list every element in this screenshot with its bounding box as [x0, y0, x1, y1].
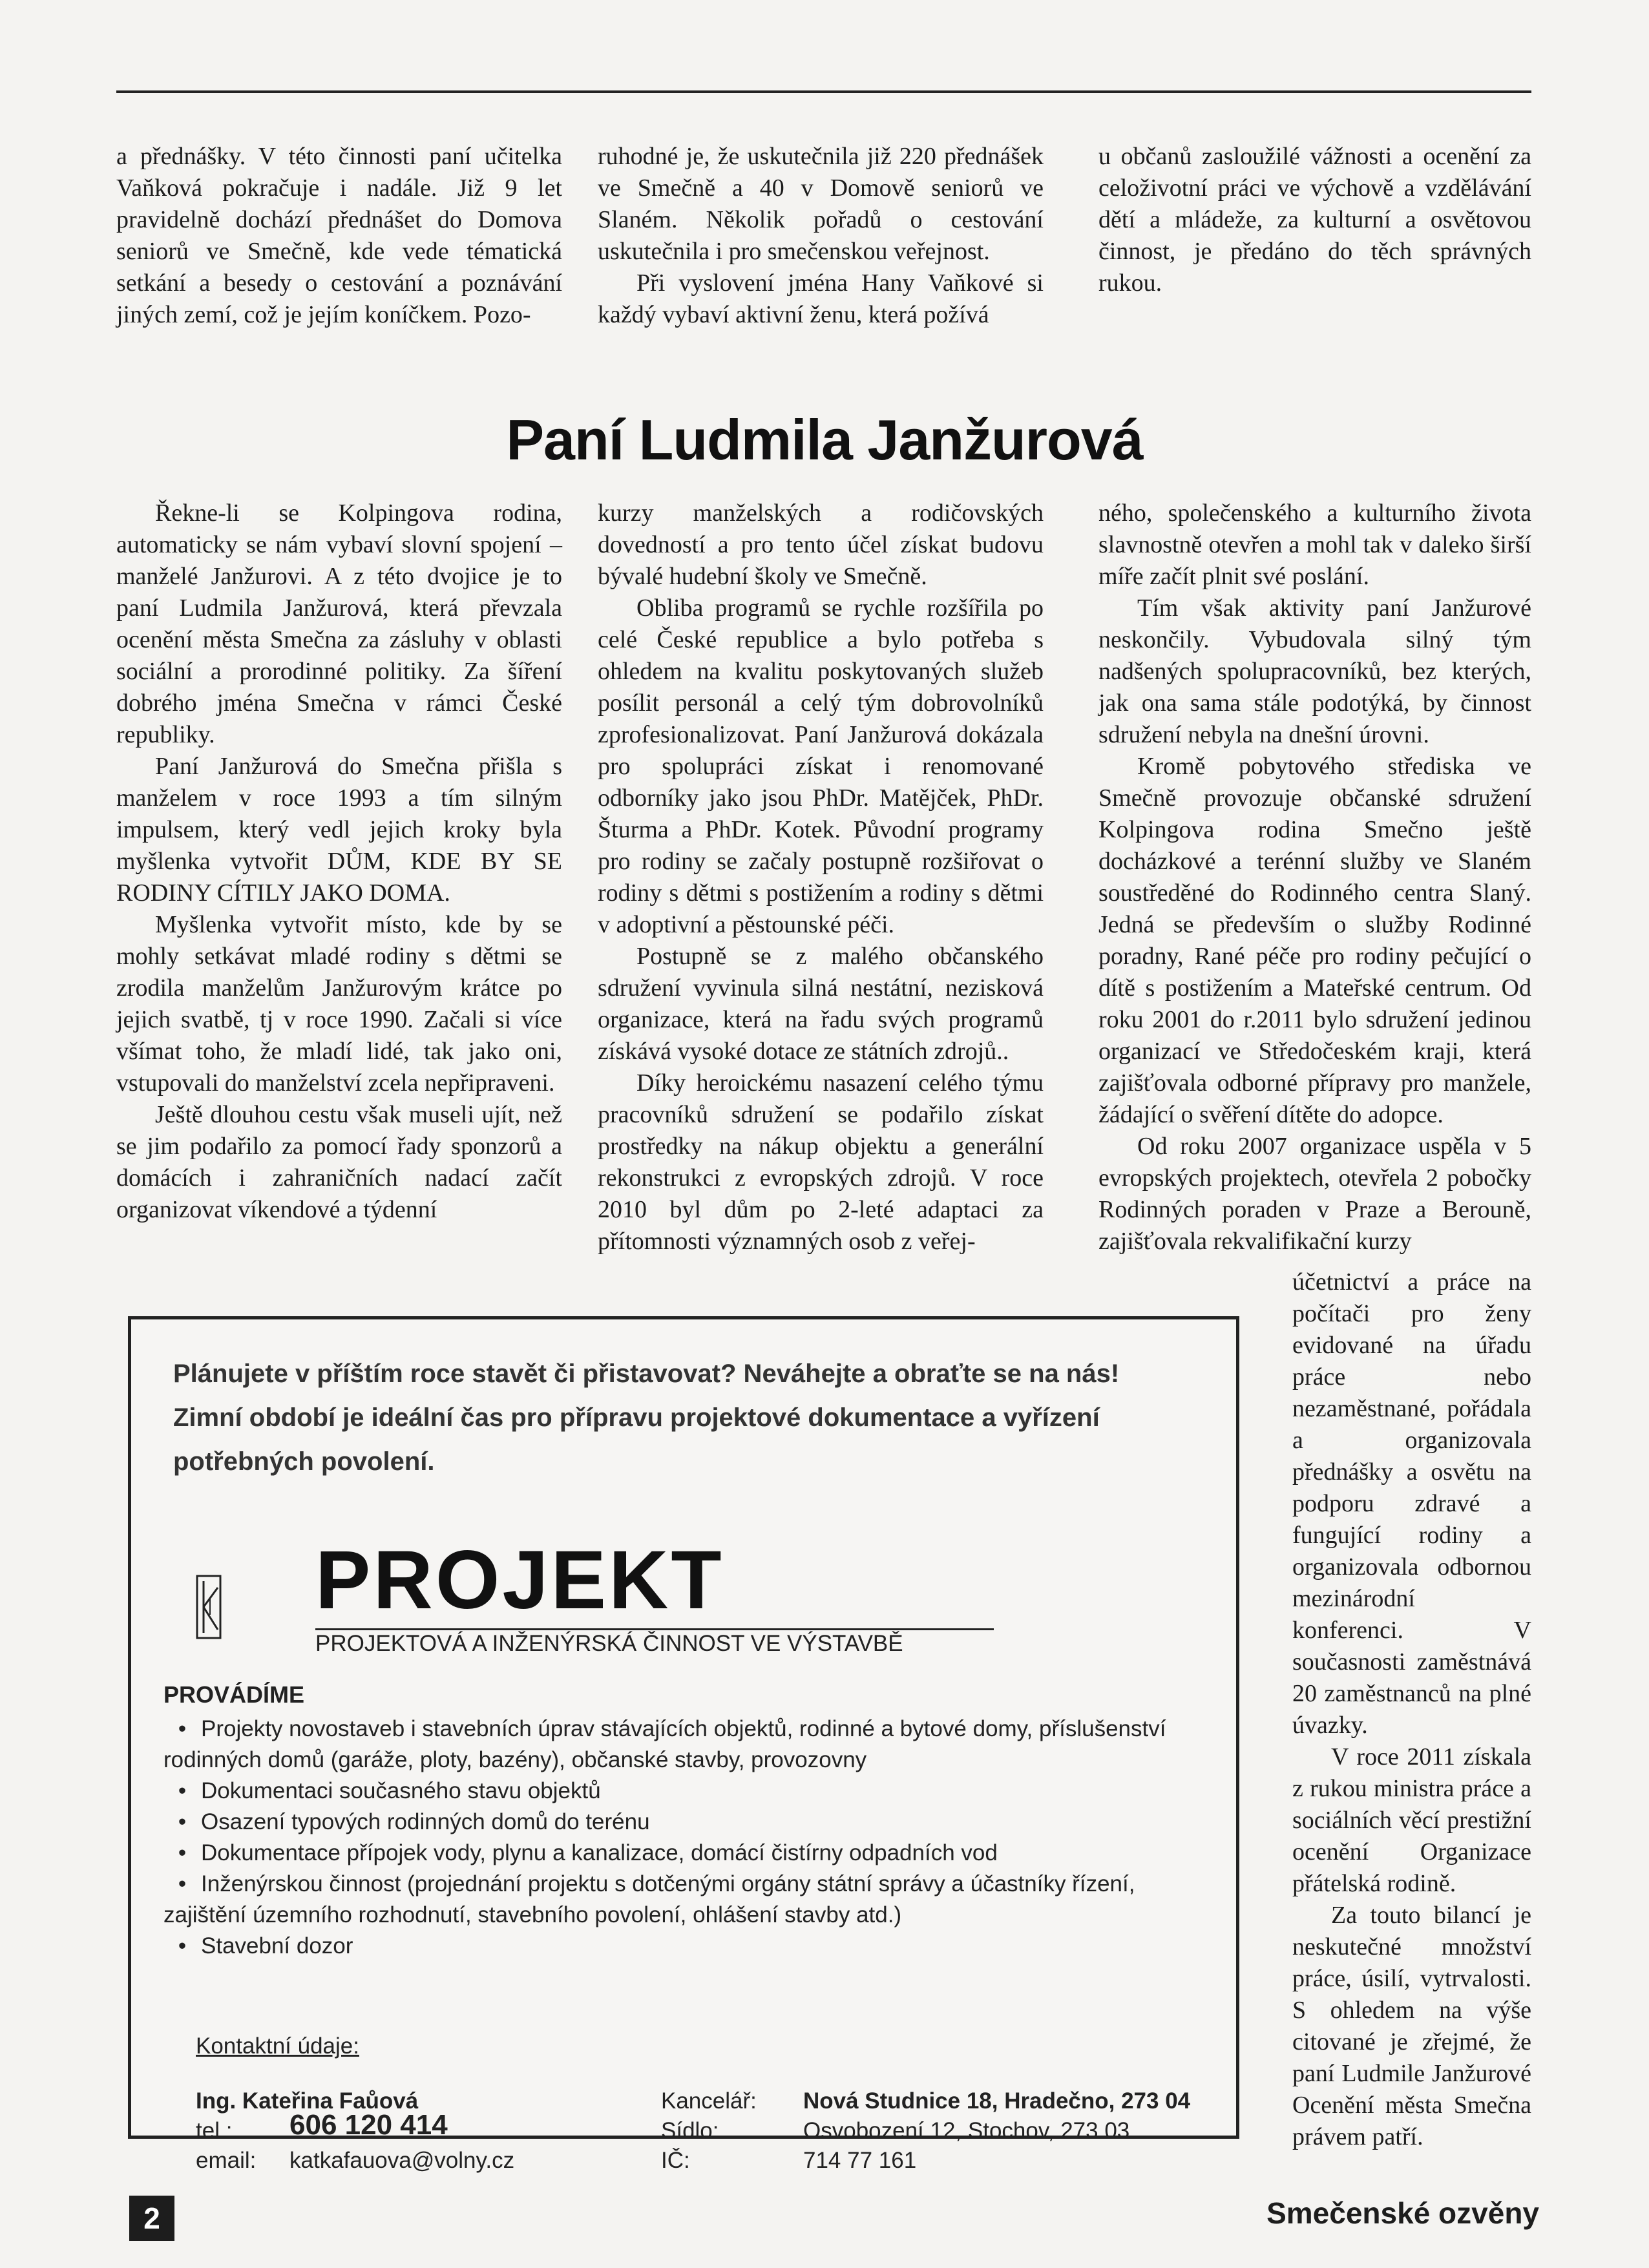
col1-para-1: Řekne-li se Kolpingova rodina, automaticky se nám vybaví slovní spojení – manželé Janžurovi. A z této dvojice je to paní Ludmila Janžurová, která převzala ocenění města Smečna za zásluhy v oblasti sociální a prorodinné politiky. Za šíření dobrého jména Smečna v rámci České republiky.	[116, 499, 562, 748]
col2-para-2: Obliba programů se rychle rozšířila po celé České republice a bylo potřeba s ohledem na kvalitu poskytovaných služeb posílit personál a celý tým dobrovolníků zprofesionalizovat. Paní Janžurová dokázala pro spolupráci získat i renomované odborníky jako jsou PhDr. Matějček, PhDr. Šturma a PhDr. Kotek. Původní programy pro rodiny se začaly postupně rozšiřovat o rodiny s dětmi s postižením a rodiny s dětmi v adoptivní a pěstounské péči.	[598, 594, 1044, 938]
office-label: Kancelář:	[661, 2088, 757, 2114]
bullet-icon: •	[178, 1871, 187, 1896]
col2-para-3: Postupně se z malého občanského sdružení vyvinula silná nestátní, nezisková organizace, která na řadu svých programů získává vysoké dotace ze státních zdrojů..	[598, 943, 1044, 1065]
bullet-icon: •	[178, 1809, 187, 1834]
col3n-para-3: Za touto bilancí je neskutečné množství práce, úsilí, vytrvalosti. S ohledem na výše citované je zřejmé, že paní Ludmile Janžurové Ocenění města Smečna právem patří.	[1292, 1902, 1531, 2150]
service-item: • Stavební dozor	[163, 1931, 1210, 1962]
brand-underline	[315, 1628, 994, 1630]
top-column-2	[598, 141, 1044, 331]
ic-value: 714 77 161	[803, 2148, 917, 2173]
email-address: katkafauova@volny.cz	[289, 2148, 515, 2173]
service-item: • Projekty novostaveb i stavebních úprav stávajících objektů, rodinné a bytové domy, příslušenství rodinných domů (garáže, ploty, bazény), občanské stavby, provozovny	[163, 1714, 1210, 1776]
top-col2-para-2: Při vyslovení jména Hany Vaňkové si každý vybaví aktivní ženu, která požívá	[598, 269, 1044, 328]
col1-para-4: Ještě dlouhou cestu však museli ujít, než se jim podařilo za pomocí řady sponzorů a domácích i zahraničních nadací začít organizovat víkendové a týdenní	[116, 1101, 562, 1223]
col2-para-4: Díky heroickému nasazení celého týmu pracovníků sdružení se podařilo získat prostředky na nákup objektu a generální rekonstrukci z evropských zdrojů. V roce 2010 byl dům po 2-leté adaptaci za přítomnosti významných osob z veřej-	[598, 1069, 1044, 1255]
col3n-para-1: účetnictví a práce na počítači pro ženy evidované na úřadu práce nebo nezaměstnané, pořádala a organizovala přednášky a osvětu na podporu zdravé a fungující rodiny a organizovala odbornou mezinárodní konferenci. V současnosti zaměstnává 20 zaměstnanců na plné úvazky.	[1292, 1268, 1531, 1739]
tel-number: 606 120 414	[289, 2109, 448, 2141]
bullet-icon: •	[178, 1778, 187, 1803]
ad-headline-2: Zimní období je ideální čas pro přípravu projektové dokumentace a vyřízení potřebných povolení.	[173, 1403, 1100, 1476]
brand-name: PROJEKT	[315, 1534, 724, 1626]
col3-para-2: Tím však aktivity paní Janžurové neskončily. Vybudovala silný tým nadšených spolupracovníků, bez kterých, jak ona sama stále podotýká, by činnost sdružení nebyla na dnešní úrovni.	[1098, 594, 1531, 748]
brand-subtitle: PROJEKTOVÁ A INŽENÝRSKÁ ČINNOST VE VÝSTAVBĚ	[315, 1631, 903, 1656]
top-col2-para-1: ruhodné je, že uskutečnila již 220 přednášek ve Smečně a 40 v Domově seniorů ve Slaném. Několik pořadů o cestování uskutečnila i pro smečenskou veřejnost.	[598, 143, 1044, 265]
bullet-icon: •	[178, 1716, 187, 1741]
tel-label: tel.:	[196, 2118, 233, 2143]
article-column-2	[598, 498, 1044, 1257]
top-column-3	[1098, 141, 1531, 299]
services-list	[163, 1714, 1210, 1962]
col1-para-3: Myšlenka vytvořit místo, kde by se mohly setkávat mladé rodiny s dětmi se zrodila manželům Janžurovým krátce po jejich svatbě, tj v roce 1990. Začali si více všímat toho, že mladí lidé, tak jako oni, vstupovali do manželství zcela nepřipraveni.	[116, 911, 562, 1097]
advertisement-box	[128, 1316, 1239, 2173]
ad-headline	[173, 1352, 1207, 1484]
col3-para-4: Od roku 2007 organizace uspěla v 5 evropských projektech, otevřela 2 pobočky Rodinných poraden v Praze a Berouně, zajišťovala rekvalifikační kurzy	[1098, 1133, 1531, 1255]
article-column-3	[1098, 498, 1531, 1257]
email-label: email:	[196, 2148, 257, 2173]
office-address: Nová Studnice 18, Hradečno, 273 04	[803, 2088, 1191, 2114]
col3-para-3: Kromě pobytového střediska ve Smečně provozuje občanské sdružení Kolpingova rodina Smečno ještě docházkové a terénní služby ve Slaném soustředěné do Rodinného centra Slaný. Jedná se především o služby Rodinné poradny, Rané péče pro rodiny pečující o dítě s postižením a Mateřské centrum. Od roku 2001 do r.2011 bylo sdružení jedinou organizací ve Středočeském kraji, která zajišťovala odborné přípravy pro manžele, žádající o svěření dítěte do adopce.	[1098, 753, 1531, 1128]
service-item: • Dokumentaci současného stavu objektů	[163, 1776, 1210, 1807]
bullet-icon: •	[178, 1840, 187, 1865]
seat-label: Sídlo:	[661, 2118, 719, 2143]
ad-headline-1: Plánujete v příštím roce stavět či přistavovat? Neváhejte a obraťte se na nás!	[173, 1360, 1120, 1388]
col1-para-2: Paní Janžurová do Smečna přišla s manželem v roce 1993 a tím silným impulsem, který vedl jejich kroky byla myšlenka vytvořit DŮM, KDE BY SE RODINY CÍTILY JAKO DOMA.	[116, 753, 562, 907]
col2-para-1: kurzy manželských a rodičovských dovedností a pro tento účel získat budovu bývalé hudební školy ve Smečně.	[598, 499, 1044, 590]
services-heading: PROVÁDÍME	[163, 1681, 305, 1708]
service-item: • Dokumentace přípojek vody, plynu a kanalizace, domácí čistírny odpadních vod	[163, 1838, 1210, 1869]
bullet-icon: •	[178, 1933, 187, 1958]
col3-para-1: ného, společenského a kulturního života slavnostně otevřen a mohl tak v daleko širší míře začít plnit své poslání.	[1098, 499, 1531, 590]
top-rule	[116, 90, 1531, 93]
top-col1-text: a přednášky. V této činnosti paní učitelka Vaňková pokračuje i nadále. Již 9 let pravidelně dochází přednášet do Domova seniorů ve Smečně, kde vede tématická setkání a besedy o cestování a poznávání jiných zemí, což je jejím koníčkem. Pozo-	[116, 143, 562, 328]
service-item: • Osazení typových rodinných domů do terénu	[163, 1807, 1210, 1838]
projekt-logo-icon	[196, 1575, 222, 1639]
service-item: • Inženýrskou činnost (projednání projektu s dotčenými orgány státní správy a účastníky řízení, zajištění územního rozhodnutí, stavebního povolení, ohlášení stavby atd.)	[163, 1869, 1210, 1931]
seat-address: Osvobození 12, Stochov, 273 03	[803, 2118, 1130, 2143]
top-column-1	[116, 141, 562, 331]
article-column-1	[116, 498, 562, 1226]
magazine-name: Smečenské ozvěny	[1266, 2196, 1539, 2230]
contact-heading: Kontaktní údaje:	[196, 2033, 359, 2059]
article-column-3-narrow	[1292, 1266, 1531, 2153]
article-title: Paní Ludmila Janžurová	[506, 408, 1143, 472]
ic-label: IČ:	[661, 2148, 690, 2173]
col3n-para-2: V roce 2011 získala z rukou ministra práce a sociálních věcí prestižní ocenění Organizace přátelská rodině.	[1292, 1743, 1531, 1897]
page-number: 2	[129, 2196, 174, 2241]
contact-name: Ing. Kateřina Faůová	[196, 2088, 419, 2114]
top-col3-text: u občanů zasloužilé vážnosti a ocenění za celoživotní práci ve výchově a vzdělávání dětí a mládeže, za kulturní a osvětovou činnost, je předáno do těch správných rukou.	[1098, 143, 1531, 297]
